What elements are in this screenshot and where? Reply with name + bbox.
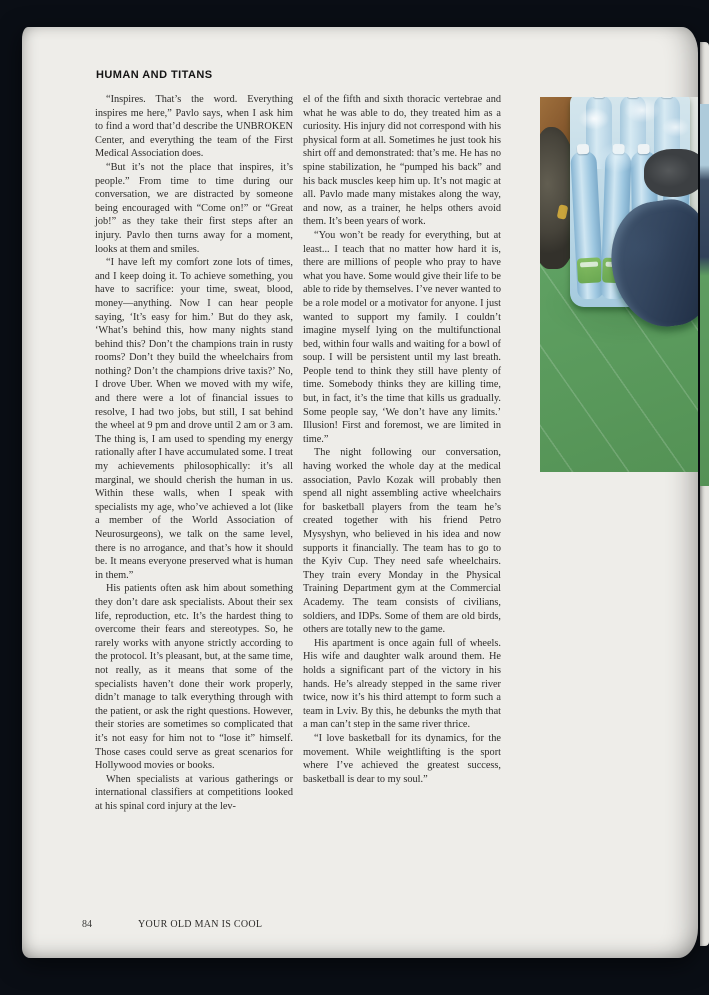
- dark-bag: [644, 149, 698, 197]
- paragraph: His apartment is once again full of wheels. His wife and daughter walk around them. He holds a significant part of the victory in his hands. He’s already stepped in the same river twice, now it’s his third attempt to form such a team in Lviv. By this, he debunks the myth that a man can’t step in the same river thrice.: [303, 637, 501, 731]
- article-photo: [540, 97, 698, 472]
- paragraph: His patients often ask him about something they don’t dare ask specialists. About their sex life, reproduction, etc. It’s the hardest thing to overcome their fears and stereotypes. So, he rarely works with anyone strictly according to the protocol. It’s pleasant, but, at the same time, not really, as it means that some of the specialists haven’t done their work properly, didn’t manage to talk everything through with the patient, or ask the right questions. However, their stories are sometimes so complicated that it’s not easy for him not to “lose it” himself. Those cases could serve as great scenarios for Hollywood movies or books.: [95, 583, 293, 772]
- page-number: 84: [82, 919, 92, 930]
- section-header: HUMAN AND TITANS: [96, 69, 213, 81]
- paragraph: “I have left my comfort zone lots of times, and I keep doing it. To achieve something, you have to sacrifice: your time, sweat, blood, money—anything. Now I can hear people saying, ‘It’s easy for him.’ But do they ask, ‘What’s behind this, how many nights stand behind this? Don’t the champions train in rusty rooms? Don’t they build the wheelchairs from nothing? Don’t the champions drive taxis?’ No, I drove Uber. When we moved with my wife, and there were a lot of financial issues to resolve, I had two jobs, but still, I sat behind the wheel at 9 pm and drove until 2 am or 3 am. The thing is, I am used to spending my energy rationally after I have accumulated some. I treat my achievements philosophically: it’s all marginal, we should cherish the human in us. Within these walls, when I speak with specialists my age, who’ve achieved a lot (like a member of the World Association of Neurosurgeons), we talk on the same level, there is no arrogance, and that’s how it should be. It means everyone preserved what is human in them.”: [95, 257, 293, 581]
- paragraph: When specialists at various gatherings or international classifiers at competitions looked at his spinal cord injury at the lev-: [95, 773, 293, 812]
- bottle-cap: [638, 144, 650, 154]
- water-bottle: [570, 150, 604, 299]
- paragraph: “You won’t be ready for everything, but at least... I teach that no matter how hard it is, there are millions of people who pray to have what you have. Some would give their life to be able to ride by themselves. I’ve never wanted to be a role model or a motivator for anyone. I just wanted to support my family. I couldn’t imagine myself lying on the multifunctional bed, within four walls and waiting for a bowl of soup. I will be persistent until my last breath. People tend to think they still have plenty of time. Somebody thinks they are killing time, but, in fact, it’s the time that kills us gradually. Some people say, ‘We don’t have any limits.’ Illusion! First and foremost, we are limited in time.”: [303, 229, 501, 445]
- paragraph: “I love basketball for its dynamics, for the movement. While weightlifting is the sport where I’ve achieved the greatest success, basketball is dear to my soul.”: [303, 732, 501, 785]
- paragraph: “Inspires. That’s the word. Everything inspires me here,” Pavlo says, when I ask him to find a word that’d describe the UNBROKEN Center, and everything the team of the First Medical Association does.: [95, 94, 293, 160]
- right-column: [303, 93, 501, 813]
- paragraph: The night following our conversation, having worked the whole day at the medical association, Pavlo Kozak will probably then spend all night assembling active wheelchairs for basketball players from the team he’s created together with his friend Petro Mysyshyn, who believed in his idea and now supports it financially. The team has to go to the Kyiv Cup. They need safe wheelchairs. They train every Monday in the Physical Training Department gym at the Commercial Academy. The team consists of civilians, soldiers, and IDPs. Some of them are old birds, others are totally new to the game.: [303, 447, 501, 636]
- left-column: [95, 93, 293, 813]
- bottle-cap: [612, 144, 624, 154]
- magazine-page: [22, 27, 698, 958]
- bottle-label: [577, 257, 602, 283]
- bag-patch: [557, 204, 569, 220]
- next-page-photo-edge: [700, 104, 709, 486]
- bottle-cap: [577, 144, 590, 155]
- paragraph: el of the fifth and sixth thoracic vertebrae and what he was able to do, they treated him as a curiosity. His injury did not correspond with his physical form at all. Sometimes he just took his shirt off and demonstrated: that’s me. He has no spine stabilization, he “pumped his back” and his back muscles keep him up. It’s not magic at all. Pavlo made many mistakes along the way, and now, as a trainer, he helps others avoid them. It’s been years of work.: [303, 94, 501, 228]
- water-bottle: [620, 97, 646, 169]
- bottle-cap: [661, 97, 673, 98]
- bottle-cap: [627, 97, 639, 98]
- bottle-cap: [593, 97, 605, 98]
- water-bottle: [586, 97, 612, 169]
- next-page-edge: [700, 42, 709, 946]
- publication-title: YOUR OLD MAN IS COOL: [138, 918, 263, 931]
- article-body: [95, 93, 502, 813]
- paragraph: “But it’s not the place that inspires, it’s people.” From time to time during our conversation, we are distracted by someone being encouraged with “Come on!” or “Great job!” as they take their first steps after an injury. Pavlo then turns away for a moment, looks at them and smiles.: [95, 161, 293, 255]
